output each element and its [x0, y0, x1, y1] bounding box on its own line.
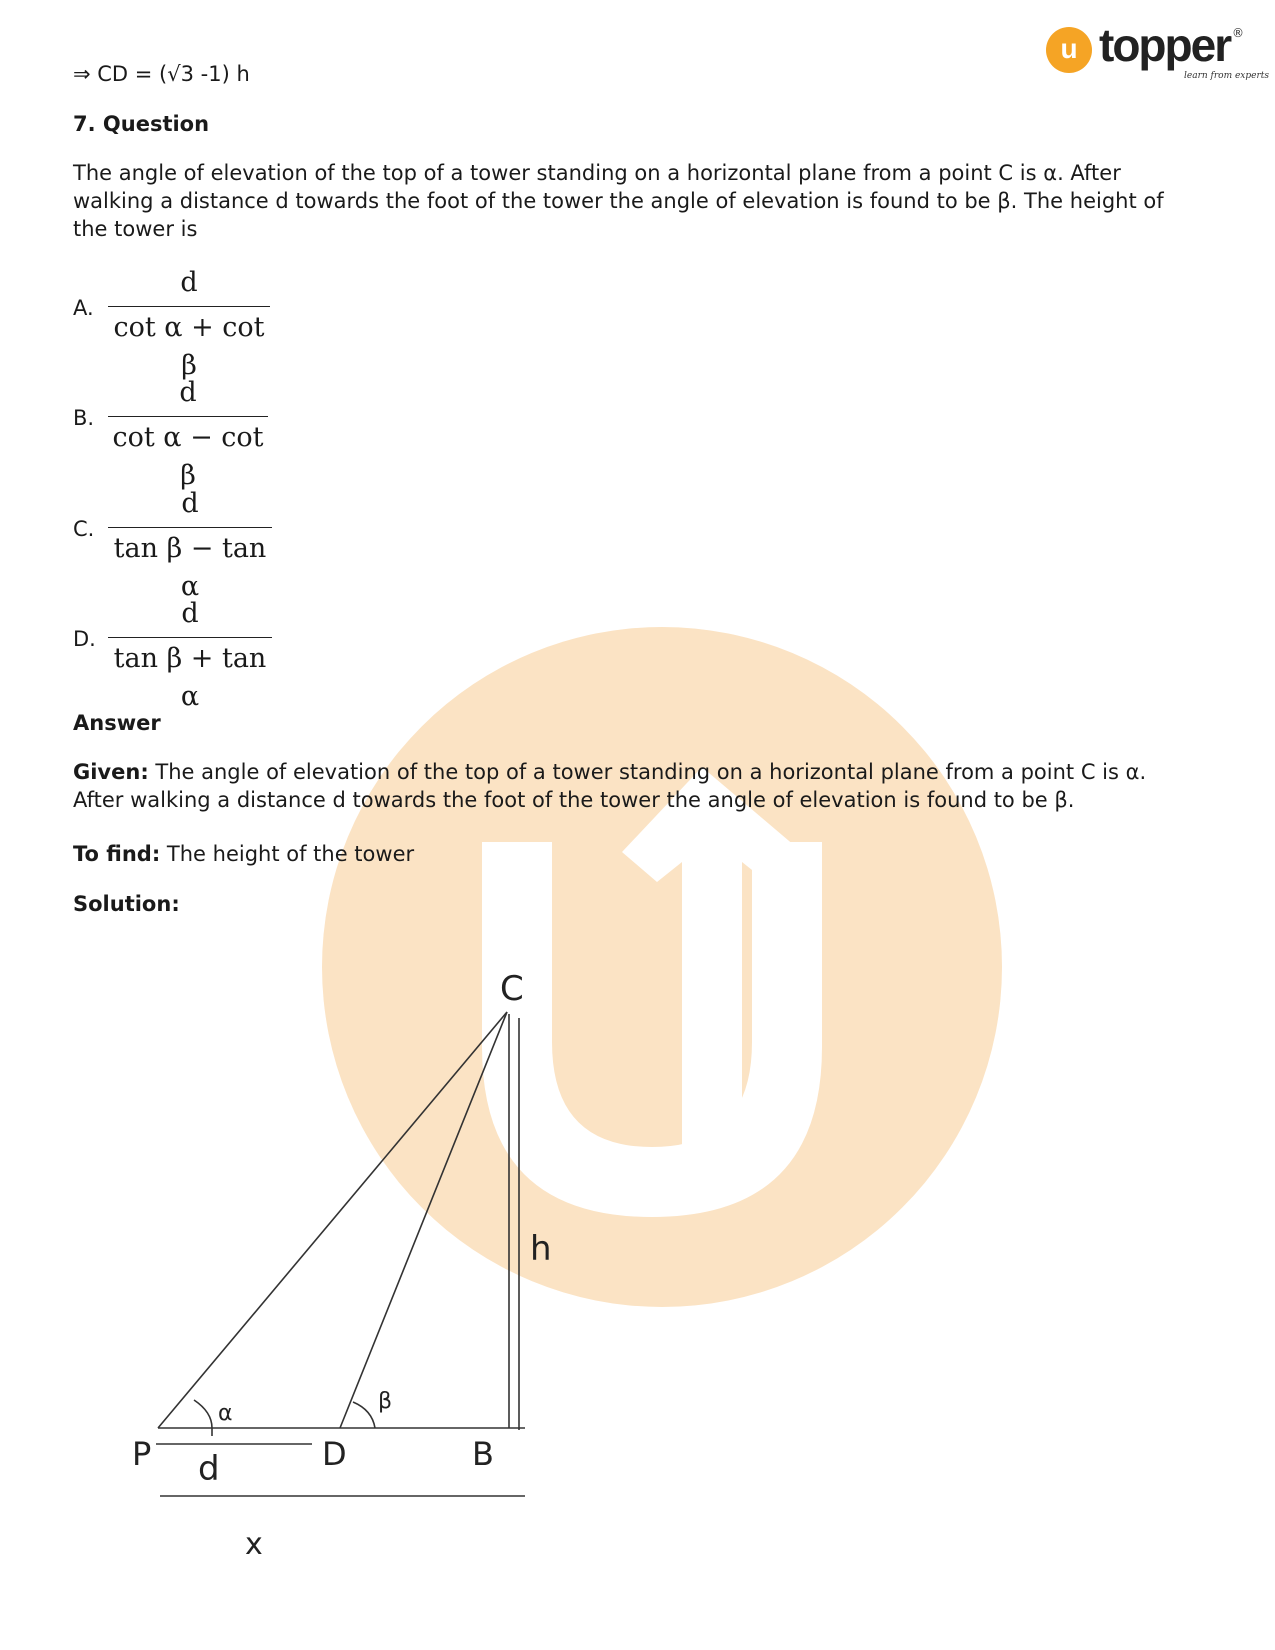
logo-tagline: learn from experts	[1184, 71, 1270, 81]
option-a-label: A.	[73, 296, 94, 320]
option-d-denominator: tan β + tan α	[113, 643, 267, 712]
option-a-numerator: d	[180, 267, 198, 298]
option-b-denominator: cot α − cot β	[112, 422, 264, 491]
to-find-text: The height of the tower	[160, 842, 415, 866]
solution-label: Solution:	[73, 892, 180, 916]
logo-u-icon: u	[1046, 27, 1092, 73]
option-b-numerator: d	[179, 377, 197, 408]
option-b-fraction	[108, 376, 268, 495]
option-d-fraction	[108, 597, 272, 716]
option-a-denominator: cot α + cot β	[113, 312, 265, 381]
option-c-denominator: tan β − tan α	[113, 533, 267, 602]
question-title: 7. Question	[73, 112, 210, 136]
label-d-distance: d	[198, 1449, 220, 1489]
option-d-numerator: d	[181, 598, 199, 629]
option-d-label: D.	[73, 627, 96, 651]
option-a-fraction	[108, 266, 270, 385]
tower-diagram	[120, 950, 560, 1570]
label-p: P	[132, 1435, 152, 1473]
to-find-line	[73, 840, 414, 868]
given-paragraph	[73, 758, 1203, 814]
angle-alpha-arc	[194, 1400, 212, 1428]
option-c-numerator: d	[181, 488, 199, 519]
label-b: B	[472, 1435, 494, 1473]
option-c-fraction	[108, 487, 272, 606]
label-x: x	[245, 1527, 263, 1562]
logo-registered-mark: ®	[1232, 26, 1244, 40]
topper-logo	[1046, 19, 1270, 86]
angle-beta-arc	[353, 1402, 375, 1428]
label-d-point: D	[322, 1435, 347, 1473]
question-text: The angle of elevation of the top of a tower standing on a horizontal plane from a point C is α. After walking a distance d towards the foot of the tower the angle of elevation is found to be β. The height of the tower is	[73, 161, 1164, 241]
option-b-label: B.	[73, 406, 95, 430]
to-find-label: To find:	[73, 842, 161, 866]
label-alpha: α	[218, 1401, 233, 1426]
label-h: h	[530, 1229, 552, 1269]
option-c-label: C.	[73, 517, 95, 541]
given-label: Given:	[73, 760, 149, 784]
logo-wordmark: topper	[1099, 19, 1231, 71]
answer-heading: Answer	[73, 711, 161, 735]
label-beta: β	[378, 1389, 393, 1414]
label-c: C	[500, 969, 524, 1009]
line-pc	[158, 1012, 507, 1428]
previous-result-line: ⇒ CD = (√3 -1) h	[73, 62, 250, 86]
line-dc	[340, 1012, 507, 1428]
given-text: The angle of elevation of the top of a tower standing on a horizontal plane from a point C is α. After walking a distance d towards the foot of the tower the angle of elevation is found to be β.	[73, 760, 1147, 812]
